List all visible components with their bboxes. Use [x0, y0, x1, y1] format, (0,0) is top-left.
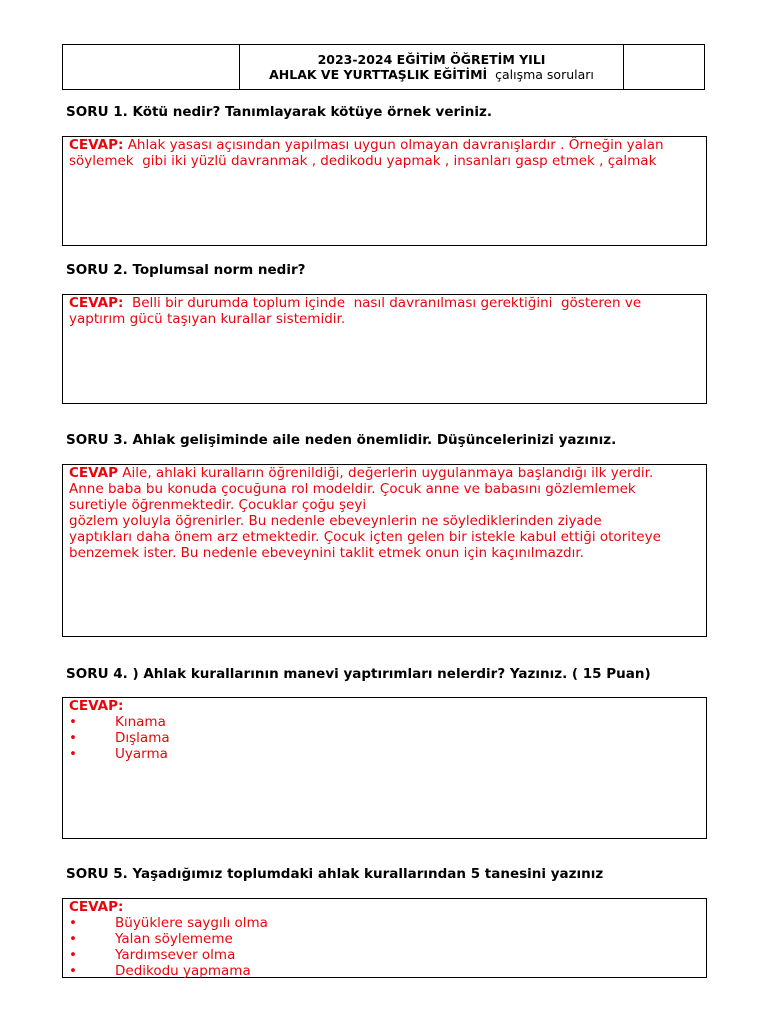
list-item: • Kınama: [69, 714, 166, 730]
bullet-icon: •: [69, 915, 77, 931]
bullet-icon: •: [69, 963, 77, 979]
answer-3-line-2: Anne baba bu konuda çocuğuna rol modeldir. Çocuk anne ve babasını gözlemlemek: [69, 481, 636, 497]
question-5: SORU 5. Yaşadığımız toplumdaki ahlak kurallarından 5 tanesini yazınız: [66, 866, 604, 882]
header-title-line2: [269, 67, 594, 82]
list-item: • Yalan söylememe: [69, 931, 233, 947]
bullet-icon: •: [69, 730, 77, 746]
answer-2-line-1: CEVAP: Belli bir durumda toplum içinde nasıl davranılması gerektiğini gösteren ve: [69, 295, 642, 311]
answer-4-label: CEVAP:: [69, 698, 124, 714]
bullet-icon: •: [69, 714, 77, 730]
bullet-icon: •: [69, 931, 77, 947]
header-table: [62, 44, 705, 90]
answer-3-line-3: suretiyle öğrenmektedir. Çocuklar çoğu şeyi: [69, 497, 367, 513]
answer-2-label: CEVAP:: [69, 295, 124, 311]
header-cell-left: [63, 45, 240, 89]
question-4: SORU 4. ) Ahlak kurallarının manevi yaptırımları nelerdir? Yazınız. ( 15 Puan): [66, 666, 651, 682]
bullet-icon: •: [69, 947, 77, 963]
header-cell-right: [624, 45, 704, 89]
header-cell-title: [240, 45, 624, 89]
answer-5-list: [69, 915, 700, 979]
header-subtitle: çalışma soruları: [487, 67, 594, 82]
list-item: • Büyüklere saygılı olma: [69, 915, 268, 931]
answer-4-list: [69, 714, 700, 762]
question-2: SORU 2. Toplumsal norm nedir?: [66, 262, 306, 278]
answer-1-line-2: söylemek gibi iki yüzlü davranmak , dedikodu yapmak , insanları gasp etmek , çalmak: [69, 153, 657, 169]
answer-3-line-1: CEVAP Aile, ahlaki kuralların öğrenildiği, değerlerin uygulanmaya başlandığı ilk yerdir.: [69, 465, 654, 481]
answer-3-line-6: benzemek ister. Bu nedenle ebeveynini taklit etmek onun için kaçınılmazdır.: [69, 545, 584, 561]
answer-1-label: CEVAP:: [69, 137, 124, 153]
question-1: SORU 1. Kötü nedir? Tanımlayarak kötüye örnek veriniz.: [66, 104, 493, 120]
answer-box-5: [62, 898, 707, 978]
answer-box-3: [62, 464, 707, 637]
answer-1-line-1: CEVAP: Ahlak yasası açısından yapılması uygun olmayan davranışlardır . Örneğin yalan: [69, 137, 664, 153]
answer-3-line-5: yaptıkları daha önem arz etmektedir. Çocuk içten gelen bir istekle kabul ettiği otoriteye: [69, 529, 661, 545]
answer-box-1: [62, 136, 707, 246]
answer-box-4: [62, 697, 707, 839]
header-title-line1: 2023-2024 EĞİTİM ÖĞRETİM YILI: [317, 52, 546, 67]
question-3: SORU 3. Ahlak gelişiminde aile neden önemlidir. Düşüncelerinizi yazınız.: [66, 432, 617, 448]
answer-box-2: [62, 294, 707, 404]
list-item: • Dedikodu yapmama: [69, 963, 251, 979]
bullet-icon: •: [69, 746, 77, 762]
list-item: • Uyarma: [69, 746, 168, 762]
answer-2-line-2: yaptırım gücü taşıyan kurallar sistemidir.: [69, 311, 346, 327]
answer-5-label: CEVAP:: [69, 899, 124, 915]
answer-3-line-4: gözlem yoluyla öğrenirler. Bu nedenle ebeveynlerin ne söylediklerinden ziyade: [69, 513, 602, 529]
answer-3-label: CEVAP: [69, 465, 119, 481]
list-item: • Dışlama: [69, 730, 170, 746]
header-course-name: AHLAK VE YURTTAŞLIK EĞİTİMİ: [269, 67, 488, 82]
list-item: • Yardımsever olma: [69, 947, 236, 963]
